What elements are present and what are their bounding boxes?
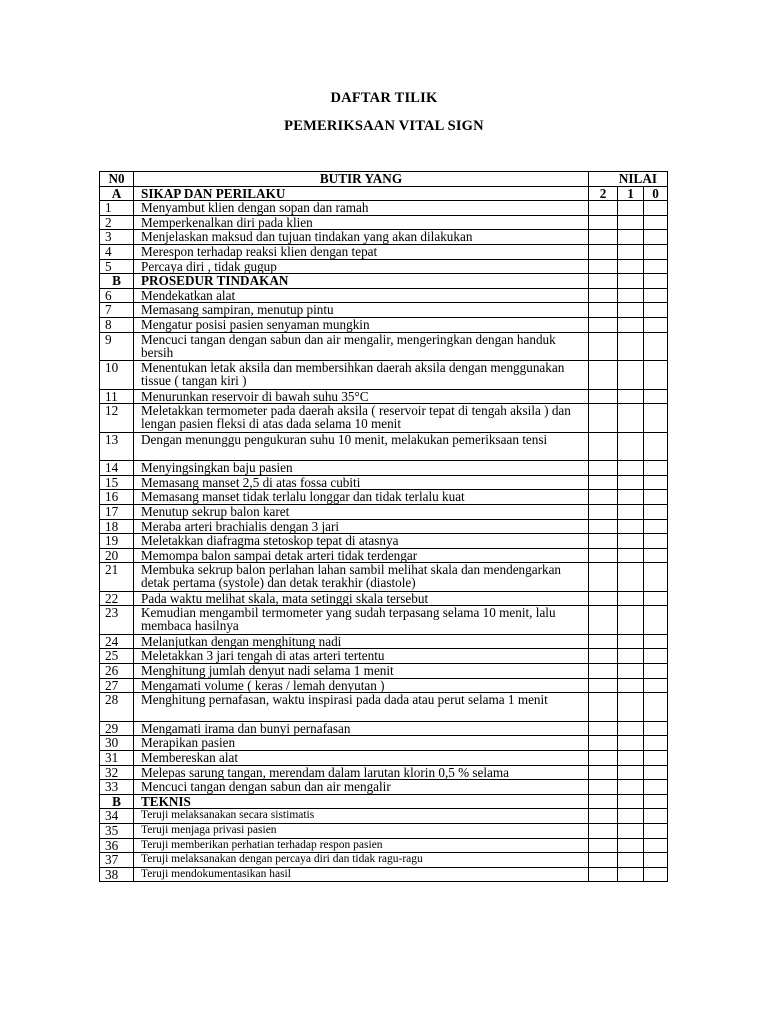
score-cell xyxy=(618,317,644,332)
item-text: Memompa balon sampai detak arteri tidak terdengar xyxy=(134,548,589,563)
table-row xyxy=(100,288,668,303)
item-text: Pada waktu melihat skala, mata setinggi skala tersebut xyxy=(134,591,589,606)
row-number: 36 xyxy=(100,838,134,853)
score-cell xyxy=(618,853,644,868)
score-cell xyxy=(644,765,668,780)
score-cell xyxy=(644,750,668,765)
score-cell xyxy=(618,721,644,736)
table-row xyxy=(100,519,668,534)
item-text: Menutup sekrup balon karet xyxy=(134,504,589,519)
score-cell xyxy=(618,389,644,404)
score-cell xyxy=(618,693,644,722)
score-cell xyxy=(589,634,618,649)
score-cell xyxy=(618,361,644,390)
row-number: 4 xyxy=(100,244,134,259)
score-cell xyxy=(644,303,668,318)
item-text: Menurunkan reservoir di bawah suhu 35°C xyxy=(134,389,589,404)
table-row xyxy=(100,780,668,795)
section-title: SIKAP DAN PERILAKU xyxy=(134,186,589,201)
score-cell xyxy=(618,664,644,679)
checklist-table xyxy=(99,171,668,882)
score-cell xyxy=(644,475,668,490)
score-cell xyxy=(589,606,618,635)
item-text: Menyingsingkan baju pasien xyxy=(134,461,589,476)
score-cell xyxy=(644,461,668,476)
score-header-2: 2 xyxy=(589,186,618,201)
score-cell xyxy=(644,490,668,505)
score-cell xyxy=(618,534,644,549)
score-header-0: 0 xyxy=(644,186,668,201)
score-cell xyxy=(644,693,668,722)
item-text: Merespon terhadap reaksi klien dengan tepat xyxy=(134,244,589,259)
score-cell xyxy=(618,274,644,289)
score-cell xyxy=(589,361,618,390)
score-cell xyxy=(589,765,618,780)
score-cell xyxy=(618,765,644,780)
table-row xyxy=(100,823,668,838)
item-text: Menjelaskan maksud dan tujuan tindakan yang akan dilakukan xyxy=(134,230,589,245)
score-cell xyxy=(644,649,668,664)
section-row xyxy=(100,794,668,809)
score-cell xyxy=(618,215,644,230)
score-cell xyxy=(618,780,644,795)
table-row xyxy=(100,303,668,318)
score-cell xyxy=(589,215,618,230)
table-row xyxy=(100,678,668,693)
document-title: DAFTAR TILIK xyxy=(330,90,438,106)
score-cell xyxy=(589,303,618,318)
score-cell xyxy=(618,750,644,765)
row-number: 18 xyxy=(100,519,134,534)
score-cell xyxy=(589,780,618,795)
row-number: 3 xyxy=(100,230,134,245)
row-number: 30 xyxy=(100,736,134,751)
item-text: Dengan menunggu pengukuran suhu 10 menit, melakukan pemeriksaan tensi xyxy=(134,432,589,461)
item-text: Mengamati volume ( keras / lemah denyutan ) xyxy=(134,678,589,693)
item-text: Menyambut klien dengan sopan dan ramah xyxy=(134,201,589,216)
score-cell xyxy=(618,303,644,318)
item-text: Teruji menjaga privasi pasien xyxy=(134,823,589,838)
score-cell xyxy=(644,230,668,245)
row-number: 20 xyxy=(100,548,134,563)
row-number: 34 xyxy=(100,809,134,824)
score-cell xyxy=(589,230,618,245)
header-item: BUTIR YANG xyxy=(134,172,589,187)
item-text: Teruji melaksanakan dengan percaya diri dan tidak ragu-ragu xyxy=(134,853,589,868)
score-cell xyxy=(644,504,668,519)
section-letter: B xyxy=(100,794,134,809)
score-cell xyxy=(644,244,668,259)
item-text: Memasang manset tidak terlalu longgar dan tidak terlalu kuat xyxy=(134,490,589,505)
table-row xyxy=(100,606,668,635)
score-cell xyxy=(589,591,618,606)
score-cell xyxy=(589,244,618,259)
row-number: 9 xyxy=(100,332,134,361)
table-row xyxy=(100,504,668,519)
item-text: Mencuci tangan dengan sabun dan air mengalir xyxy=(134,780,589,795)
score-cell xyxy=(644,780,668,795)
row-number: 12 xyxy=(100,404,134,433)
score-cell xyxy=(644,736,668,751)
score-cell xyxy=(618,432,644,461)
item-text: Mendekatkan alat xyxy=(134,288,589,303)
item-text: Memasang manset 2,5 di atas fossa cubiti xyxy=(134,475,589,490)
score-cell xyxy=(589,490,618,505)
table-row xyxy=(100,461,668,476)
row-number: 16 xyxy=(100,490,134,505)
score-cell xyxy=(644,548,668,563)
score-cell xyxy=(618,230,644,245)
score-cell xyxy=(589,809,618,824)
score-cell xyxy=(589,519,618,534)
score-cell xyxy=(589,504,618,519)
score-cell xyxy=(618,634,644,649)
score-cell xyxy=(644,332,668,361)
score-cell xyxy=(589,823,618,838)
score-cell xyxy=(644,201,668,216)
item-text: Memasang sampiran, menutup pintu xyxy=(134,303,589,318)
row-number: 2 xyxy=(100,215,134,230)
header-no: N0 xyxy=(100,172,134,187)
section-row xyxy=(100,186,668,201)
score-cell xyxy=(618,823,644,838)
score-cell xyxy=(644,389,668,404)
row-number: 26 xyxy=(100,664,134,679)
score-cell xyxy=(644,721,668,736)
score-cell xyxy=(644,274,668,289)
score-cell xyxy=(589,853,618,868)
item-text: Melanjutkan dengan menghitung nadi xyxy=(134,634,589,649)
table-row xyxy=(100,809,668,824)
table-row xyxy=(100,750,668,765)
score-cell xyxy=(618,201,644,216)
score-cell xyxy=(589,259,618,274)
row-number: 14 xyxy=(100,461,134,476)
item-text: Menghitung pernafasan, waktu inspirasi pada dada atau perut selama 1 menit xyxy=(134,693,589,722)
score-cell xyxy=(589,794,618,809)
item-text: Percaya diri , tidak gugup xyxy=(134,259,589,274)
score-cell xyxy=(644,794,668,809)
table-row xyxy=(100,490,668,505)
section-title: PROSEDUR TINDAKAN xyxy=(134,274,589,289)
score-cell xyxy=(644,361,668,390)
score-cell xyxy=(618,563,644,592)
score-cell xyxy=(589,461,618,476)
row-number: 6 xyxy=(100,288,134,303)
item-text: Mengatur posisi pasien senyaman mungkin xyxy=(134,317,589,332)
score-cell xyxy=(644,288,668,303)
score-header-1: 1 xyxy=(618,186,644,201)
score-cell xyxy=(618,838,644,853)
section-row xyxy=(100,274,668,289)
table-row xyxy=(100,534,668,549)
row-number: 28 xyxy=(100,693,134,722)
score-cell xyxy=(644,404,668,433)
row-number: 15 xyxy=(100,475,134,490)
score-cell xyxy=(618,504,644,519)
score-cell xyxy=(644,259,668,274)
table-row xyxy=(100,432,668,461)
score-cell xyxy=(589,389,618,404)
score-cell xyxy=(589,750,618,765)
table-row xyxy=(100,736,668,751)
table-row xyxy=(100,244,668,259)
score-cell xyxy=(644,317,668,332)
item-text: Mengamati irama dan bunyi pernafasan xyxy=(134,721,589,736)
score-cell xyxy=(644,519,668,534)
score-cell xyxy=(644,432,668,461)
score-cell xyxy=(618,678,644,693)
score-cell xyxy=(618,461,644,476)
row-number: 32 xyxy=(100,765,134,780)
score-cell xyxy=(589,721,618,736)
score-cell xyxy=(589,201,618,216)
table-row xyxy=(100,867,668,882)
score-cell xyxy=(589,563,618,592)
item-text: Teruji melaksanakan secara sistimatis xyxy=(134,809,589,824)
item-text: Meraba arteri brachialis dengan 3 jari xyxy=(134,519,589,534)
score-cell xyxy=(618,736,644,751)
table-row xyxy=(100,853,668,868)
item-text: Kemudian mengambil termometer yang sudah terpasang selama 10 menit, lalu membaca hasilnya xyxy=(134,606,589,635)
score-cell xyxy=(589,838,618,853)
section-title: TEKNIS xyxy=(134,794,589,809)
row-number: 5 xyxy=(100,259,134,274)
row-number: 1 xyxy=(100,201,134,216)
score-cell xyxy=(618,548,644,563)
table-row xyxy=(100,563,668,592)
score-cell xyxy=(644,678,668,693)
table-row xyxy=(100,230,668,245)
score-cell xyxy=(644,664,668,679)
row-number: 11 xyxy=(100,389,134,404)
table-row xyxy=(100,389,668,404)
score-cell xyxy=(589,317,618,332)
score-cell xyxy=(618,867,644,882)
table-row xyxy=(100,649,668,664)
score-cell xyxy=(618,519,644,534)
item-text: Mencuci tangan dengan sabun dan air mengalir, mengeringkan dengan handuk bersih xyxy=(134,332,589,361)
document-subtitle: PEMERIKSAAN VITAL SIGN xyxy=(284,118,484,134)
table-row xyxy=(100,404,668,433)
item-text: Melepas sarung tangan, merendam dalam larutan klorin 0,5 % selama xyxy=(134,765,589,780)
score-cell xyxy=(589,475,618,490)
score-cell xyxy=(618,244,644,259)
score-cell xyxy=(644,563,668,592)
score-cell xyxy=(644,534,668,549)
row-number: 10 xyxy=(100,361,134,390)
row-number: 31 xyxy=(100,750,134,765)
table-row xyxy=(100,317,668,332)
row-number: 8 xyxy=(100,317,134,332)
score-cell xyxy=(618,649,644,664)
table-row xyxy=(100,693,668,722)
score-cell xyxy=(618,606,644,635)
table-row xyxy=(100,838,668,853)
table-row xyxy=(100,201,668,216)
row-number: 13 xyxy=(100,432,134,461)
row-number: 21 xyxy=(100,563,134,592)
score-cell xyxy=(644,823,668,838)
item-text: Membuka sekrup balon perlahan lahan sambil melihat skala dan mendengarkan detak pertama (systole) dan detak terakhir (diastole) xyxy=(134,563,589,592)
score-cell xyxy=(589,548,618,563)
score-cell xyxy=(589,664,618,679)
item-text: Menentukan letak aksila dan membersihkan daerah aksila dengan menggunakan tissue ( tangan kiri ) xyxy=(134,361,589,390)
score-cell xyxy=(644,215,668,230)
item-text: Merapikan pasien xyxy=(134,736,589,751)
table-row xyxy=(100,215,668,230)
score-cell xyxy=(589,432,618,461)
table-row xyxy=(100,361,668,390)
table-row xyxy=(100,721,668,736)
row-number: 22 xyxy=(100,591,134,606)
row-number: 23 xyxy=(100,606,134,635)
table-row xyxy=(100,475,668,490)
table-row xyxy=(100,591,668,606)
row-number: 37 xyxy=(100,853,134,868)
score-cell xyxy=(589,274,618,289)
row-number: 24 xyxy=(100,634,134,649)
score-cell xyxy=(618,332,644,361)
table-row xyxy=(100,765,668,780)
row-number: 17 xyxy=(100,504,134,519)
row-number: 19 xyxy=(100,534,134,549)
score-cell xyxy=(618,591,644,606)
score-cell xyxy=(644,853,668,868)
score-cell xyxy=(589,288,618,303)
score-cell xyxy=(589,693,618,722)
score-cell xyxy=(618,809,644,824)
item-text: Teruji mendokumentasikan hasil xyxy=(134,867,589,882)
item-text: Teruji memberikan perhatian terhadap respon pasien xyxy=(134,838,589,853)
row-number: 29 xyxy=(100,721,134,736)
row-number: 27 xyxy=(100,678,134,693)
score-cell xyxy=(644,634,668,649)
table-row xyxy=(100,548,668,563)
item-text: Meletakkan diafragma stetoskop tepat di atasnya xyxy=(134,534,589,549)
item-text: Memperkenalkan diri pada klien xyxy=(134,215,589,230)
score-cell xyxy=(644,867,668,882)
item-text: Membereskan alat xyxy=(134,750,589,765)
score-cell xyxy=(589,534,618,549)
score-cell xyxy=(589,678,618,693)
score-cell xyxy=(618,288,644,303)
score-cell xyxy=(644,838,668,853)
score-cell xyxy=(618,404,644,433)
table-header-row xyxy=(100,172,668,187)
item-text: Meletakkan termometer pada daerah aksila ( reservoir tepat di tengah aksila ) dan lengan pasien fleksi di atas dada selama 10 menit xyxy=(134,404,589,433)
score-cell xyxy=(644,591,668,606)
row-number: 25 xyxy=(100,649,134,664)
table-row xyxy=(100,634,668,649)
row-number: 35 xyxy=(100,823,134,838)
table-row xyxy=(100,259,668,274)
table-row xyxy=(100,664,668,679)
score-cell xyxy=(589,867,618,882)
section-letter: B xyxy=(100,274,134,289)
row-number: 38 xyxy=(100,867,134,882)
score-cell xyxy=(644,606,668,635)
score-cell xyxy=(618,490,644,505)
score-cell xyxy=(618,259,644,274)
score-cell xyxy=(589,332,618,361)
section-letter: A xyxy=(100,186,134,201)
header-nilai: NILAI xyxy=(589,172,668,187)
score-cell xyxy=(618,794,644,809)
score-cell xyxy=(644,809,668,824)
score-cell xyxy=(589,649,618,664)
row-number: 33 xyxy=(100,780,134,795)
score-cell xyxy=(618,475,644,490)
table-row xyxy=(100,332,668,361)
item-text: Menghitung jumlah denyut nadi selama 1 menit xyxy=(134,664,589,679)
score-cell xyxy=(589,404,618,433)
item-text: Meletakkan 3 jari tengah di atas arteri tertentu xyxy=(134,649,589,664)
row-number: 7 xyxy=(100,303,134,318)
score-cell xyxy=(589,736,618,751)
